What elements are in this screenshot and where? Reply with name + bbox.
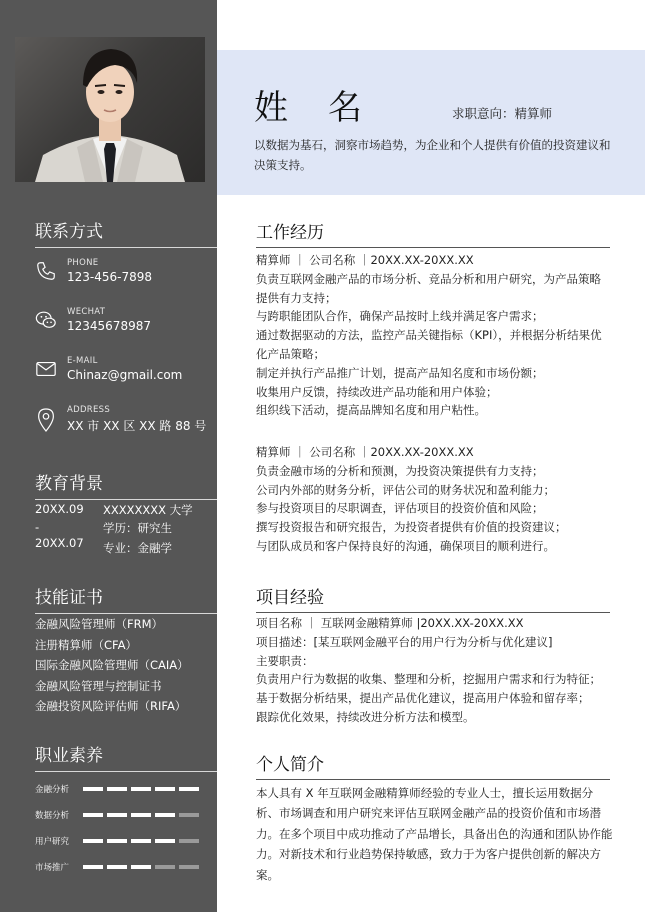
skill-row xyxy=(35,809,217,821)
work-job xyxy=(256,251,612,420)
certificate-list xyxy=(35,614,217,717)
job-duty: 通过数据驱动的方法，监控产品关键指标（KPI），并根据分析结果优化产品策略； xyxy=(256,328,602,361)
contact-value: XX 市 XX 区 XX 路 88 号 xyxy=(67,419,207,433)
skill-level-segment xyxy=(155,865,175,869)
skill-level-segment xyxy=(131,813,151,817)
contact-value: Chinaz@gmail.com xyxy=(67,368,183,382)
skill-level-segment xyxy=(179,839,199,843)
certificates-section xyxy=(35,583,217,614)
skill-label: 用户研究 xyxy=(35,837,70,847)
skill-label: 市场推广 xyxy=(35,863,70,873)
contact-phone xyxy=(35,258,217,298)
edu-date-dash: - xyxy=(35,520,40,534)
education-section xyxy=(35,469,217,500)
skills-section xyxy=(35,741,217,772)
job-duty: 参与投资项目的尽职调查，评估项目的投资价值和风险； xyxy=(256,501,544,516)
skill-level-segment xyxy=(83,787,103,791)
edu-major: 专业：金融学 xyxy=(103,541,172,555)
skill-level-segment xyxy=(155,787,175,791)
wechat-icon xyxy=(35,309,57,331)
project-entry xyxy=(256,614,612,727)
project-duties-label: 主要职责： xyxy=(256,653,314,668)
project-duty: 基于数据分析结果，提出产品优化建议，提高用户体验和留存率； xyxy=(256,691,590,706)
project-description: 项目描述：[某互联网金融平台的用户行为分析与优化建议] xyxy=(256,634,553,649)
job-intent-value: 精算师 xyxy=(514,106,553,121)
contact-address xyxy=(35,405,217,445)
skill-level-segment xyxy=(179,787,199,791)
phone-icon xyxy=(35,260,57,282)
job-duty: 组织线下活动，提高品牌知名度和用户粘性。 xyxy=(256,403,486,418)
certificate-item: 金融投资风险评估师（RIFA） xyxy=(35,699,187,713)
contact-label: ADDRESS xyxy=(67,405,111,415)
projects-title: 项目经验 xyxy=(256,583,610,613)
skill-row xyxy=(35,835,217,847)
certificate-item: 国际金融风险管理师（CAIA） xyxy=(35,658,189,672)
job-intent-label: 求职意向： xyxy=(452,106,515,121)
skill-level-segment xyxy=(179,865,199,869)
contact-wechat xyxy=(35,307,217,347)
education-title: 教育背景 xyxy=(35,469,217,500)
skill-level-segment xyxy=(107,839,127,843)
contact-value: 12345678987 xyxy=(67,319,151,333)
summary-text: 以数据为基石，洞察市场趋势，为企业和个人提供有价值的投资建议和决策支持。 xyxy=(254,138,611,172)
edu-date-start: 20XX.09 xyxy=(35,502,84,516)
job-duty: 收集用户反馈，持续改进产品功能和用户体验； xyxy=(256,384,498,399)
edu-date-end: 20XX.07 xyxy=(35,536,84,550)
contact-title: 联系方式 xyxy=(35,217,217,248)
job-duty: 与团队成员和客户保持良好的沟通，确保项目的顺利进行。 xyxy=(256,538,555,553)
skill-label: 金融分析 xyxy=(35,785,70,795)
email-icon xyxy=(35,358,57,380)
skill-level-segment xyxy=(155,813,175,817)
skill-level-segment xyxy=(107,813,127,817)
job-header: 精算师 ｜ 公司名称 ｜20XX.XX-20XX.XX xyxy=(256,253,474,267)
contact-label: WECHAT xyxy=(67,307,106,317)
job-duty: 负责互联网金融产品的市场分析、竞品分析和用户研究，为产品策略提供有力支持； xyxy=(256,271,601,305)
skill-level-segment xyxy=(83,865,103,869)
project-duty: 跟踪优化效果，持续改进分析方法和模型。 xyxy=(256,709,475,724)
contact-email xyxy=(35,356,217,396)
certificates-title: 技能证书 xyxy=(35,583,217,614)
skill-level-segment xyxy=(131,839,151,843)
certificate-item: 注册精算师（CFA） xyxy=(35,637,137,652)
skill-level-segment xyxy=(155,839,175,843)
about-title: 个人简介 xyxy=(256,750,610,780)
edu-degree: 学历：研究生 xyxy=(103,521,172,535)
about-text: 本人具有 X 年互联网金融精算师经验的专业人士，擅长运用数据分析、市场调查和用户研究来评估互联网金融产品的投资价值和市场潜力。在多个项目中成功推动了产品增长，具备出色的沟通和团队协作能力。对新技术和行业趋势保持敏感，致力于为客户提供创新的解决方案。 xyxy=(256,786,613,882)
certificate-item: 金融风险管理师（FRM） xyxy=(35,617,164,631)
contact-value: 123-456-7898 xyxy=(67,270,153,284)
skill-level-segment xyxy=(131,787,151,791)
skill-level-segment xyxy=(131,865,151,869)
project-duty: 负责用户行为数据的收集、整理和分析，挖掘用户需求和行为特征； xyxy=(256,672,601,687)
contact-label: PHONE xyxy=(67,258,99,268)
skill-row xyxy=(35,861,217,873)
skill-level-segment xyxy=(107,865,127,869)
skill-level-segment xyxy=(107,787,127,791)
skill-label: 数据分析 xyxy=(35,811,70,821)
work-job xyxy=(256,443,612,556)
candidate-name: 姓名 xyxy=(254,88,402,128)
job-duty: 公司内外部的财务分析，评估公司的财务状况和盈利能力； xyxy=(256,482,555,497)
skill-level-segment xyxy=(83,813,103,817)
job-intent xyxy=(452,104,552,122)
skill-level-segment xyxy=(179,813,199,817)
job-header: 精算师 ｜ 公司名称 ｜20XX.XX-20XX.XX xyxy=(256,445,474,459)
job-duty: 负责金融市场的分析和预测，为投资决策提供有力支持； xyxy=(256,463,544,478)
skill-level-segment xyxy=(83,839,103,843)
project-header: 项目名称 ｜ 互联网金融精算师 |20XX.XX-20XX.XX xyxy=(256,616,524,630)
skills-title: 职业素养 xyxy=(35,741,217,772)
skill-row xyxy=(35,783,217,795)
profile-photo xyxy=(15,37,205,182)
edu-school: XXXXXXXX 大学 xyxy=(103,503,193,517)
job-duty: 撰写投资报告和研究报告，为投资者提供有价值的投资建议； xyxy=(256,520,567,535)
work-title: 工作经历 xyxy=(256,218,610,248)
contact-section xyxy=(35,217,217,248)
job-duty: 与跨职能团队合作，确保产品按时上线并满足客户需求； xyxy=(256,309,544,324)
location-icon xyxy=(35,407,57,433)
certificate-item: 金融风险管理与控制证书 xyxy=(35,678,162,693)
contact-label: E-MAIL xyxy=(67,356,98,366)
job-duty: 制定并执行产品推广计划，提高产品知名度和市场份额； xyxy=(256,365,544,380)
